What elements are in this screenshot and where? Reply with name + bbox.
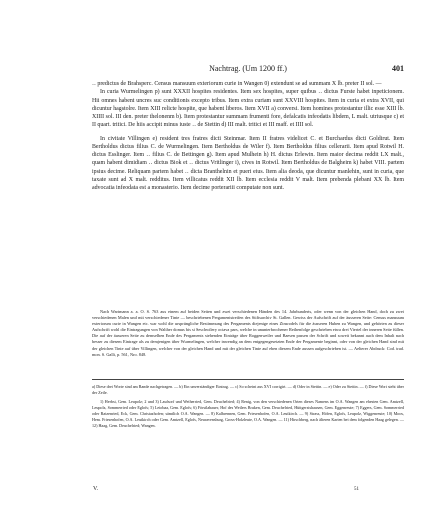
main-text (92, 80, 404, 192)
paragraph: In civitate Villingen e) resident tres fratres dicti Steinmar. Item II fratres videlicet C. et Burchardus dicti Goldirut. Item Bertholdus dictus filius C. de Wurmelingen. Item Bertholdus de Wiler f). Item Bertholdus filius cellerarii. Item apud Rotwil H. dictus Esslinger. Item ‥ filius C. de Bettingen g). Item apud Mulhein h) H. dictus Erlewin. Item maior decima reddit LX malt., quam habent dimidiam ‥ dictus Biok et ‥ dictus Vritlinger i), cives in Rotwil. Item Bertholdus de Balgheim k) habet VIII. partem ipsius decime. Reliquam partem habet ‥ dicta Branthelnin et pueri eius. Item alia deoda, que dicuntur manlehin, sunt in curia, que taxate sunt ad X malt. redditus. Item villicatus reddit XII lb. Item ecclesia reddit V malt. Item prebenda plebani XX lb. Item advocatia infeodata est a monasterio. Item decime porterariii computate non sunt. (92, 135, 404, 191)
critical-apparatus: a) Diese drei Worte sind am Rande nachgetragen. — b) Ein unverständiger Eintrag. — c) So scheint aus XVI corrigirt. — d) Oder in Stettin. — e) Oder zu Stettin. — f) Diese Wort steht über der Zeile. (92, 384, 404, 395)
note-text: Nach Wartmann a. a. O. S. 763 aus einem auf beiden Seiten und zwei verschiedenen Händen des 14. Jahrhunderts, oder wenn von der gleichen Hand, doch zu zwei verschiedenen Malen und mit verschiedener Tinte — beschriebenen Pergamentstreifen des Stiftsarchiv St. Gallen. Gewiss der Aufschrift auf der äusseren Seite: Census mansuum exteriorum curie in Wangen etc. war wohl die ursprüngliche Bestimmung des Pergaments diejenige eines Zinsrodels für die äusseren Huben zu Wangen, und gehörten zu dieser Aufschrift wohl die Eintragungen von Walther domus bis si Seschwilery octava pars, welche in ununterbrochener Reihenfolge geschrieben etwa drei Viertel der inneren Seite füllen. Die auf der äusseren Seite zu demselben Ende des Pergaments stehenden Einträge über Roggenweiler und Baesen passen der Schrift und soweit bekannt auch dem Inhalt nach besser zu diesem Eintrage als zu demjenigen über Wurmelingen, welcher inwendig an dem entgegengesetzten Ende der Pergamente beginnt, oder von der gleichen Hand sind mit der gleichen Tinte auf über Villingen, welcher von der gleichen Hand und mit der gleichen Tinte auf eben diesem Ende aussen aufgeschrieben ist. — Aelterer Abdruck: Cod. trad. mon. S. Galli, p. 561, Nro. 848. (92, 309, 404, 357)
page-number: 401 (392, 64, 404, 73)
header-title: Nachtrag. (Um 1200 ff.) (209, 64, 287, 73)
place-notes: 1) Herbst, Gem. Leupolz; 2 und 3) Laufsorf und Weiherried, Gem. Deuchelried; 4) Renig, von den verschiedenen Orten dieses Namens im O.A. Wangen am ehesten Gem. Amtzell, Leupolz, Sommerried oder Eglofs; 5) Leiobaa, Gem. Eglofs; 6) Förstlabauer, Hof des Weilers Bruken, Gem. Deuchelried, Hüttgerstshausen, Gem. Eggenreute; 7) Eggers, Gem. Sommerried oder Ratzenried, Eck, Gem. Christazhofen; sämtlich O.A. Wangen. — 8) Kalbrennen, Gem. Friesenhofen, O.A. Leutkirch. — 9) Strass, Höfen, Eglofs, Leupolz, Wiggenreute; 10) Moos, Hem. Friesenhofen, O.A. Leutkirch oder Gem. Amtzell, Eglofs, Neuravensburg, Gross-Holzleute, O.A. Wangen. — 11) Hirschberg, nach älteren Karten bei dem folgenden Haag gelegen. — 12) Haag, Gem. Deuchelried; Wangen. (92, 399, 404, 428)
signature-number: 51 (354, 487, 359, 492)
paragraph: In curia Wurmelingen p) sunt XXXII hospites residentes. Item sex hospites, super quibus ‥ dictus Furste habet inpeticionem. Hii omnes habent uncres suc conditionis excepto tribus. Item extra curiam sunt XXVIII hospites. Item in curia et extra XVII, qui dicuntur hagstolre. Item XIII relicte hospite, que habent liberos. Item XVII a) conversi. Item homines protestantur illic esse XIII lb. XIIII sol. III den. preter thelonenm b). Item protestantur summam frumenti fore, defalcatis infeodatis libdem, L malt. utriusque c) et II quart. tritici. De hiis accipit minus iuste ‥ de Stettin d) III malt. tritici et III maff. et IIII sol. (92, 89, 404, 129)
paragraph: ‥ predictus de Brahsperc. Census mansuum exteriorum curie in Wangen 0) extendunt se ad summam X lb. preter II sol. — (92, 81, 382, 87)
running-header (92, 62, 404, 76)
footnotes (92, 384, 404, 429)
signature-mark-left: V. (93, 486, 99, 492)
editorial-note (92, 309, 404, 358)
footnote-divider (92, 379, 404, 380)
